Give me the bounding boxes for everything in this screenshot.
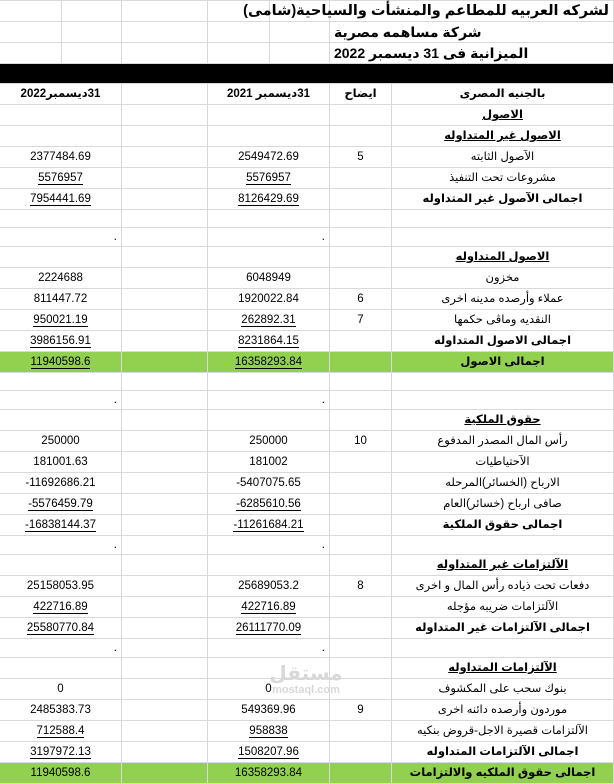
spacer-cell — [0, 1, 61, 22]
row-value-2021: 250000 — [207, 431, 329, 452]
spacer-cell — [121, 1, 207, 22]
row-note-ref — [329, 473, 391, 494]
spacer-cell — [121, 352, 207, 373]
row-label: الاصول غير المتداوله — [392, 126, 614, 147]
row-value-2021 — [207, 105, 329, 126]
row-note-ref: 8 — [329, 576, 391, 597]
spacer-cell — [121, 658, 207, 679]
separator-bar — [0, 64, 614, 84]
row-value-2022 — [0, 247, 121, 268]
table-row — [0, 742, 614, 763]
row-value-2022: 422716.89 — [0, 597, 121, 618]
row-value-2022: 11940598.6 — [0, 352, 121, 373]
table-row — [0, 576, 614, 597]
row-note-ref — [329, 494, 391, 515]
company-form: شركة مساهمه مصرية — [329, 22, 613, 43]
table-row — [0, 639, 614, 658]
spacer-cell — [121, 431, 207, 452]
row-value-2021 — [207, 247, 329, 268]
row-value-2021 — [207, 373, 329, 391]
row-value-2021: 422716.89 — [207, 597, 329, 618]
spacer-cell — [121, 105, 207, 126]
row-note-ref — [329, 597, 391, 618]
table-row — [0, 431, 614, 452]
row-value-2022: . — [0, 391, 121, 410]
table-row — [0, 391, 614, 410]
row-value-2022: 2224688 — [0, 268, 121, 289]
title-row-company — [0, 1, 614, 22]
row-label: اجمالى الاصول — [392, 352, 614, 373]
row-value-2021: . — [207, 536, 329, 555]
row-value-2022: 712588.4 — [0, 721, 121, 742]
row-value-2022: 250000 — [0, 431, 121, 452]
table-row — [0, 536, 614, 555]
row-value-2022: 7954441.69 — [0, 189, 121, 210]
row-value-2021: -6285610.56 — [207, 494, 329, 515]
watermark-line1: مستقل — [269, 663, 343, 685]
row-label: دفعات تحت ذياده رأس المال و اخرى — [392, 576, 614, 597]
spacer-cell — [121, 452, 207, 473]
row-label — [392, 639, 614, 658]
spacer-cell — [121, 210, 207, 228]
row-label: مخزون — [392, 268, 614, 289]
row-value-2021: 1920022.84 — [207, 289, 329, 310]
statement-title: الميزانية فى 31 ديسمبر 2022 — [329, 43, 613, 64]
spacer-cell — [121, 597, 207, 618]
row-value-2021: 8231864.15 — [207, 331, 329, 352]
row-label: الاصول — [392, 105, 614, 126]
table-row — [0, 168, 614, 189]
watermark-line2: mostaql.com — [272, 684, 340, 696]
row-note-ref — [329, 658, 391, 679]
row-value-2021: 5576957 — [207, 168, 329, 189]
spacer-cell — [121, 410, 207, 431]
table-row — [0, 105, 614, 126]
row-value-2021: 181002 — [207, 452, 329, 473]
row-value-2021: 549369.96 — [207, 700, 329, 721]
table-row — [0, 373, 614, 391]
row-value-2022: -11692686.21 — [0, 473, 121, 494]
row-note-ref — [329, 639, 391, 658]
row-value-2022 — [0, 210, 121, 228]
row-note-ref — [329, 618, 391, 639]
row-note-ref — [329, 168, 391, 189]
row-value-2021: 958838 — [207, 721, 329, 742]
header-year-2022: 31ديسمبر2022 — [0, 84, 121, 105]
row-value-2022: 3986156.91 — [0, 331, 121, 352]
row-note-ref — [329, 352, 391, 373]
spacer-cell — [121, 473, 207, 494]
row-note-ref — [329, 391, 391, 410]
row-value-2021 — [207, 658, 329, 679]
header-year-2021: 31ديسمبر 2021 — [207, 84, 329, 105]
row-label: عملاء وأرصده مدينه اخرى — [392, 289, 614, 310]
spacer-cell — [121, 679, 207, 700]
row-label: الارباح (الخسائر)المرحله — [392, 473, 614, 494]
spacer-cell — [121, 268, 207, 289]
row-note-ref: 6 — [329, 289, 391, 310]
table-row — [0, 189, 614, 210]
row-label: موردون وأرصده دائنه اخرى — [392, 700, 614, 721]
table-row — [0, 289, 614, 310]
table-row — [0, 247, 614, 268]
row-value-2021 — [207, 555, 329, 576]
spacer-cell — [121, 289, 207, 310]
table-row — [0, 597, 614, 618]
row-value-2022: 811447.72 — [0, 289, 121, 310]
row-value-2022: 3197972.13 — [0, 742, 121, 763]
spacer-cell — [61, 22, 121, 43]
row-label: اجمالى حقوق الملكيه والالتزامات — [392, 763, 614, 784]
row-note-ref — [329, 268, 391, 289]
row-note-ref — [329, 452, 391, 473]
spacer-cell — [121, 494, 207, 515]
spacer-cell — [61, 43, 121, 64]
row-note-ref — [329, 410, 391, 431]
row-label: الآلتزامات قصيرة الاجل-قروض بنكيه — [392, 721, 614, 742]
spacer-cell — [121, 700, 207, 721]
row-note-ref — [329, 763, 391, 784]
separator-bar-fill — [0, 64, 614, 84]
table-row — [0, 679, 614, 700]
table-row — [0, 228, 614, 247]
row-note-ref: 10 — [329, 431, 391, 452]
row-label — [392, 210, 614, 228]
spacer-cell — [121, 22, 207, 43]
row-note-ref — [329, 555, 391, 576]
row-label: الآلتزامات ضريبه مؤجله — [392, 597, 614, 618]
spacer-cell — [121, 639, 207, 658]
row-note-ref — [329, 679, 391, 700]
row-label: اجمالى الآصول غير المتداوله — [392, 189, 614, 210]
row-value-2021: . — [207, 639, 329, 658]
row-value-2021: -11261684.21 — [207, 515, 329, 536]
spacer-cell — [121, 536, 207, 555]
row-label — [392, 536, 614, 555]
table-row — [0, 721, 614, 742]
table-row — [0, 126, 614, 147]
row-value-2022: . — [0, 536, 121, 555]
spacer-cell — [121, 84, 207, 105]
row-value-2022: 0 — [0, 679, 121, 700]
row-value-2021: 2549472.69 — [207, 147, 329, 168]
row-value-2021: . — [207, 228, 329, 247]
table-row — [0, 473, 614, 494]
row-note-ref — [329, 742, 391, 763]
row-label: الآحتياطيات — [392, 452, 614, 473]
row-note-ref — [329, 189, 391, 210]
row-note-ref — [329, 247, 391, 268]
spacer-cell — [121, 310, 207, 331]
row-value-2021 — [207, 410, 329, 431]
row-value-2021: -5407075.65 — [207, 473, 329, 494]
row-note-ref: 9 — [329, 700, 391, 721]
row-label: الآلتزامات المتداوله — [392, 658, 614, 679]
row-value-2021: . — [207, 391, 329, 410]
spacer-cell — [121, 576, 207, 597]
row-value-2021: 0 — [207, 679, 329, 700]
row-note-ref — [329, 373, 391, 391]
spacer-cell — [269, 43, 329, 64]
row-label: اجمالى الآلتزامات المتداوله — [392, 742, 614, 763]
spacer-cell — [61, 1, 121, 22]
row-value-2022: 2485383.73 — [0, 700, 121, 721]
spacer-cell — [121, 742, 207, 763]
table-row — [0, 352, 614, 373]
row-note-ref — [329, 331, 391, 352]
row-value-2022: 5576957 — [0, 168, 121, 189]
row-value-2021: 8126429.69 — [207, 189, 329, 210]
row-note-ref — [329, 228, 391, 247]
table-row — [0, 410, 614, 431]
row-note-ref — [329, 210, 391, 228]
row-value-2022: 11940598.6 — [0, 763, 121, 784]
row-label: النقديه وماڤى حكمها — [392, 310, 614, 331]
row-label: الاصول المتداوله — [392, 247, 614, 268]
spacer-cell — [121, 126, 207, 147]
spacer-cell — [0, 22, 61, 43]
table-row — [0, 515, 614, 536]
row-note-ref — [329, 105, 391, 126]
row-label: اجمالى حقوق الملكية — [392, 515, 614, 536]
row-label: صافى ارباح (خسائر)العام — [392, 494, 614, 515]
row-label — [392, 391, 614, 410]
row-value-2022: 181001.63 — [0, 452, 121, 473]
row-note-ref: 7 — [329, 310, 391, 331]
row-value-2021: 16358293.84 — [207, 352, 329, 373]
spacer-cell — [121, 515, 207, 536]
table-header-row — [0, 84, 614, 105]
table-row — [0, 763, 614, 784]
table-row — [0, 618, 614, 639]
table-row — [0, 700, 614, 721]
row-value-2022 — [0, 555, 121, 576]
row-label: اجمالى الاصول المتداوله — [392, 331, 614, 352]
row-value-2022: 950021.19 — [0, 310, 121, 331]
header-currency: بالجنيه المصرى — [392, 84, 614, 105]
row-label: مشروعات تحت التنفيذ — [392, 168, 614, 189]
row-value-2021 — [207, 126, 329, 147]
table-row — [0, 658, 614, 679]
row-note-ref — [329, 536, 391, 555]
spacer-cell — [121, 189, 207, 210]
spacer-cell — [269, 22, 329, 43]
spacer-cell — [0, 43, 61, 64]
spacer-cell — [121, 373, 207, 391]
row-value-2022: 25580770.84 — [0, 618, 121, 639]
title-row-statement — [0, 43, 614, 64]
row-note-ref — [329, 126, 391, 147]
row-label: اجمالى الآلتزامات غير المتداوله — [392, 618, 614, 639]
spacer-cell — [121, 147, 207, 168]
row-value-2022: -16838144.37 — [0, 515, 121, 536]
row-value-2021: 6048949 — [207, 268, 329, 289]
row-value-2021: 16358293.84 — [207, 763, 329, 784]
row-value-2022: . — [0, 639, 121, 658]
row-value-2021: 25689053.2 — [207, 576, 329, 597]
spacer-cell — [121, 43, 207, 64]
row-value-2022: 2377484.69 — [0, 147, 121, 168]
row-value-2021: 26111770.09 — [207, 618, 329, 639]
row-label: الآلتزامات غير المتداوله — [392, 555, 614, 576]
spacer-cell — [121, 228, 207, 247]
spacer-cell — [207, 22, 269, 43]
row-value-2022 — [0, 105, 121, 126]
row-label — [392, 373, 614, 391]
row-value-2021: 262892.31 — [207, 310, 329, 331]
row-label — [392, 228, 614, 247]
row-value-2022 — [0, 126, 121, 147]
spacer-cell — [121, 391, 207, 410]
spacer-cell — [121, 721, 207, 742]
header-note: ايضاح — [329, 84, 391, 105]
spacer-cell — [121, 247, 207, 268]
table-row — [0, 147, 614, 168]
row-label: الآصول الثابته — [392, 147, 614, 168]
table-row — [0, 555, 614, 576]
row-value-2021 — [207, 210, 329, 228]
table-row — [0, 494, 614, 515]
table-row — [0, 210, 614, 228]
row-label: حقوق الملكية — [392, 410, 614, 431]
row-label: بنوك سحب على المكشوف — [392, 679, 614, 700]
row-value-2022: -5576459.79 — [0, 494, 121, 515]
spacer-cell — [207, 43, 269, 64]
row-note-ref: 5 — [329, 147, 391, 168]
table-row — [0, 331, 614, 352]
row-value-2022 — [0, 373, 121, 391]
row-value-2022: . — [0, 228, 121, 247]
spacer-cell — [121, 555, 207, 576]
row-note-ref — [329, 515, 391, 536]
row-value-2022 — [0, 410, 121, 431]
row-value-2022 — [0, 658, 121, 679]
spacer-cell — [121, 618, 207, 639]
table-row — [0, 268, 614, 289]
title-row-company-form — [0, 22, 614, 43]
row-label: رأس المال المصدر المدفوع — [392, 431, 614, 452]
row-value-2022: 25158053.95 — [0, 576, 121, 597]
row-value-2021: 1508207.96 — [207, 742, 329, 763]
spacer-cell — [121, 763, 207, 784]
spacer-cell — [121, 168, 207, 189]
table-row — [0, 452, 614, 473]
spacer-cell — [121, 331, 207, 352]
company-name: لشركه العربيه للمطاعم والمنشأت والسياحية(شامى) — [329, 1, 613, 22]
table-row — [0, 310, 614, 331]
row-note-ref — [329, 721, 391, 742]
